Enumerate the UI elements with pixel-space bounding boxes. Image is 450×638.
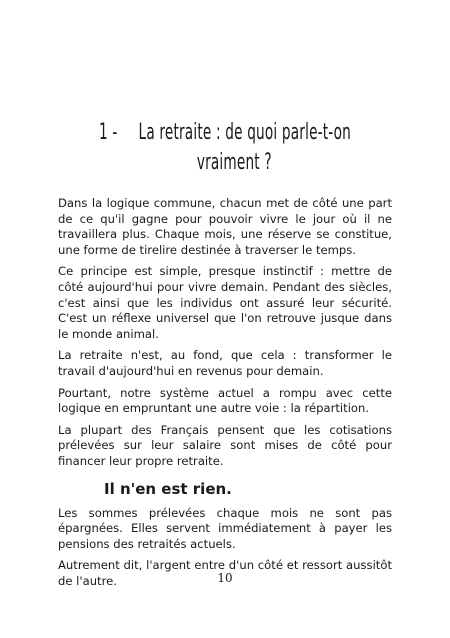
paragraph-2: Ce principe est simple, presque instinctif : mettre de côté aujourd'hui pour vivre demain. Pendant des siècles, c'est ainsi que les individus ont assuré leur sécurité. C'est un réflexe universel que l'on retrouve jusque dans le monde animal.	[58, 264, 392, 341]
subheading: Il n'en est rien.	[104, 479, 232, 498]
chapter-title-line-1	[86, 118, 365, 148]
chapter-number: 1 -	[98, 120, 118, 145]
paragraph-7: Autrement dit, l'argent entre d'un côté et ressort aussitôt de l'autre.	[58, 558, 392, 588]
paragraph-4: Pourtant, notre système actuel a rompu avec cette logique en empruntant une autre voie : la répartition.	[58, 385, 392, 416]
paragraph-1: Dans la logique commune, chacun met de côté une part de ce qu'il gagne pour pouvoir vivre le jour où il ne travaillera plus. Chaque mois, une réserve se constitue, une forme de tirelire destinée à traverser le temps.	[58, 196, 392, 257]
paragraph-6: Les sommes prélevées chaque mois ne sont pas épargnées. Elles servent immédiatement à payer les pensions des retraités actuels.	[58, 505, 392, 551]
page-number: 10	[217, 571, 233, 585]
chapter-title-text-1: La retraite : de quoi parle-t-on	[138, 120, 352, 145]
body-text	[58, 196, 392, 595]
paragraph-3: La retraite n'est, au fond, que cela : transformer le travail d'aujourd'hui en revenus pour demain.	[58, 348, 392, 378]
paragraph-5: La plupart des Français pensent que les cotisations prélevées sur leur salaire sont mises de côté pour financer leur propre retraite.	[58, 422, 392, 468]
chapter-title-line-2: vraiment ?	[196, 150, 272, 175]
chapter-title	[86, 118, 365, 178]
